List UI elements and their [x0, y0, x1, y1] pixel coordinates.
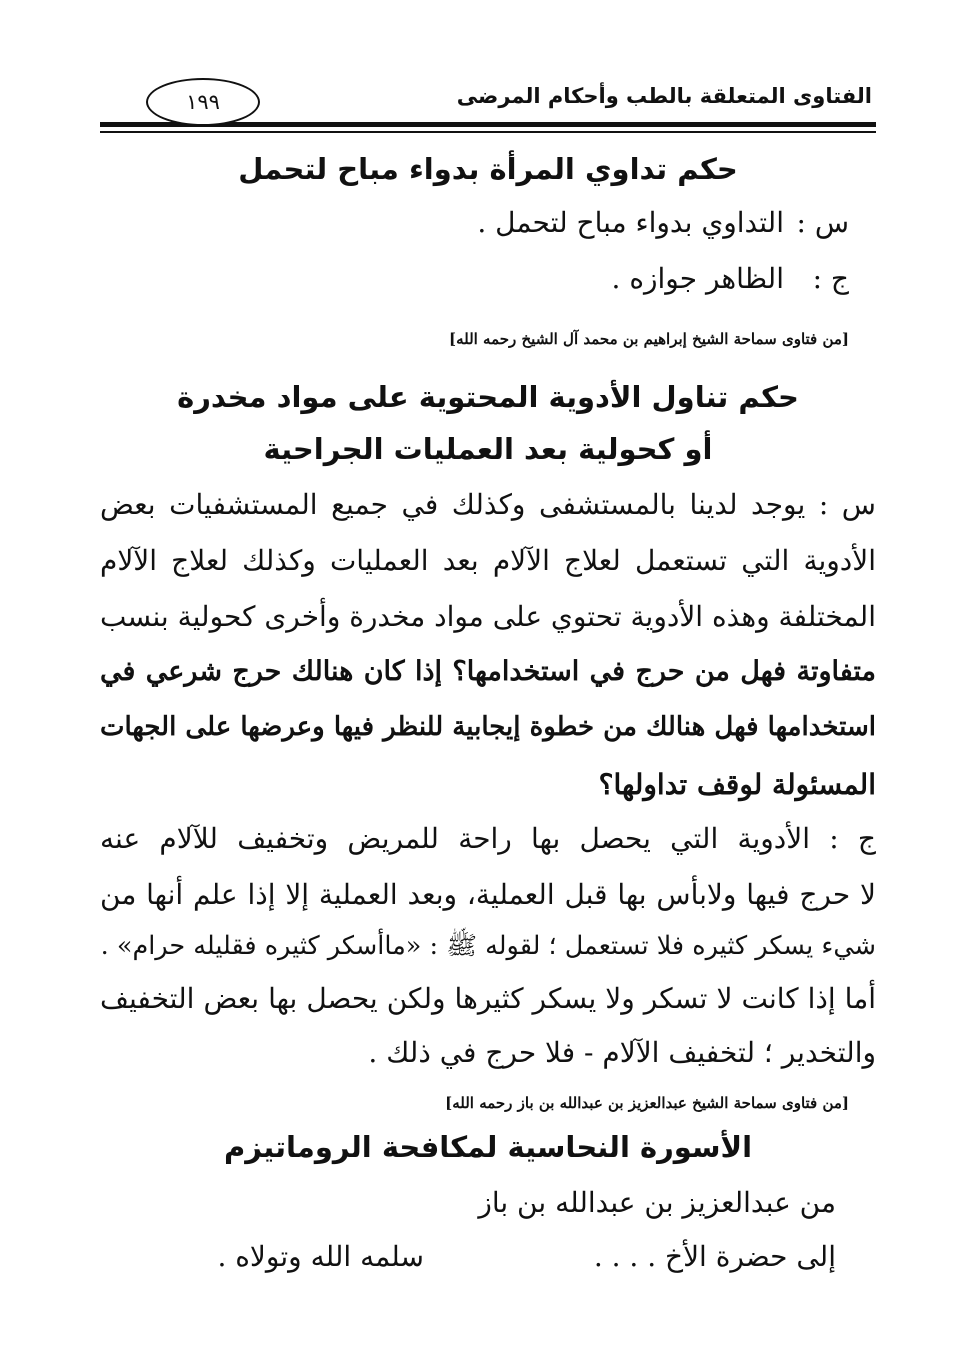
section1-answer-text: الظاهر جوازه .: [611, 262, 784, 295]
letter-from-line: من عبدالعزيز بن عبدالله بن باز: [478, 1186, 836, 1219]
question-line: متفاوتة فهل من حرج في استخدامها؟ إذا كان هنالك حرج شرعي في: [100, 656, 876, 687]
letter-to-line: إلى حضرة الأخ . . . .: [593, 1240, 836, 1273]
answer-line: ج : الأدوية التي يحصل بها راحة للمريض وتخفيف للآلام عنه: [100, 822, 876, 855]
section1-title: حكم تداوي المرأة بدواء مباح لتحمل: [238, 152, 738, 186]
page-number-badge: ١٩٩: [146, 78, 260, 126]
header-rule-thin: [100, 131, 876, 133]
question-line: الأدوية التي تستعمل لعلاج الآلام بعد العمليات وكذلك لعلاج الآلام: [100, 544, 876, 577]
answer-line: لا حرج فيها ولابأس بها قبل العملية، وبعد العملية إلا إذا علم أنها من: [100, 878, 876, 911]
letter-greeting: سلمه الله وتولاه .: [217, 1240, 424, 1273]
question-line: استخدامها فهل هنالك من خطوة إيجابية للنظر فيها وعرضها على الجهات: [100, 712, 876, 742]
section2-title-line1: حكم تناول الأدوية المحتوية على مواد مخدرة: [177, 380, 799, 414]
section1-source: [من فتاوى سماحة الشيخ إبراهيم بن محمد آل الشيخ رحمه الله]: [448, 330, 849, 348]
section1-question-text: التداوي بدواء مباح لتحمل .: [477, 206, 784, 239]
question-line: المختلفة وهذه الأدوية تحتوي على مواد مخدرة وأخرى كحولية بنسب: [99, 600, 876, 633]
section2-source: [من فتاوى سماحة الشيخ عبدالعزيز بن عبدالله بن باز رحمه الله]: [445, 1094, 849, 1112]
section1-answer-label: ج :: [812, 262, 849, 295]
section3-title: الأسورة النحاسية لمكافحة الروماتيزم: [223, 1130, 753, 1164]
section2-title-line2: أو كحولية بعد العمليات الجراحية: [263, 432, 713, 466]
answer-line: أما إذا كانت لا تسكر ولا يسكر كثيرها ولكن يحصل بها بعض التخفيف: [100, 982, 876, 1015]
question-line: س : يوجد لدينا بالمستشفى وكذلك في جميع المستشفيات بعض: [100, 488, 876, 521]
question-line: المسئولة لوقف تداولها؟: [598, 768, 876, 801]
running-header-title: الفتاوى المتعلقة بالطب وأحكام المرضى: [456, 84, 872, 108]
answer-line: والتخدير ؛ لتخفيف الآلام - فلا حرج في ذلك .: [368, 1036, 876, 1069]
section1-question-label: س :: [796, 206, 849, 239]
answer-line: شيء يسكر كثيره فلا تستعمل ؛ لقوله ﷺ : «ماأسكر كثيره فقليله حرام» .: [100, 931, 876, 961]
